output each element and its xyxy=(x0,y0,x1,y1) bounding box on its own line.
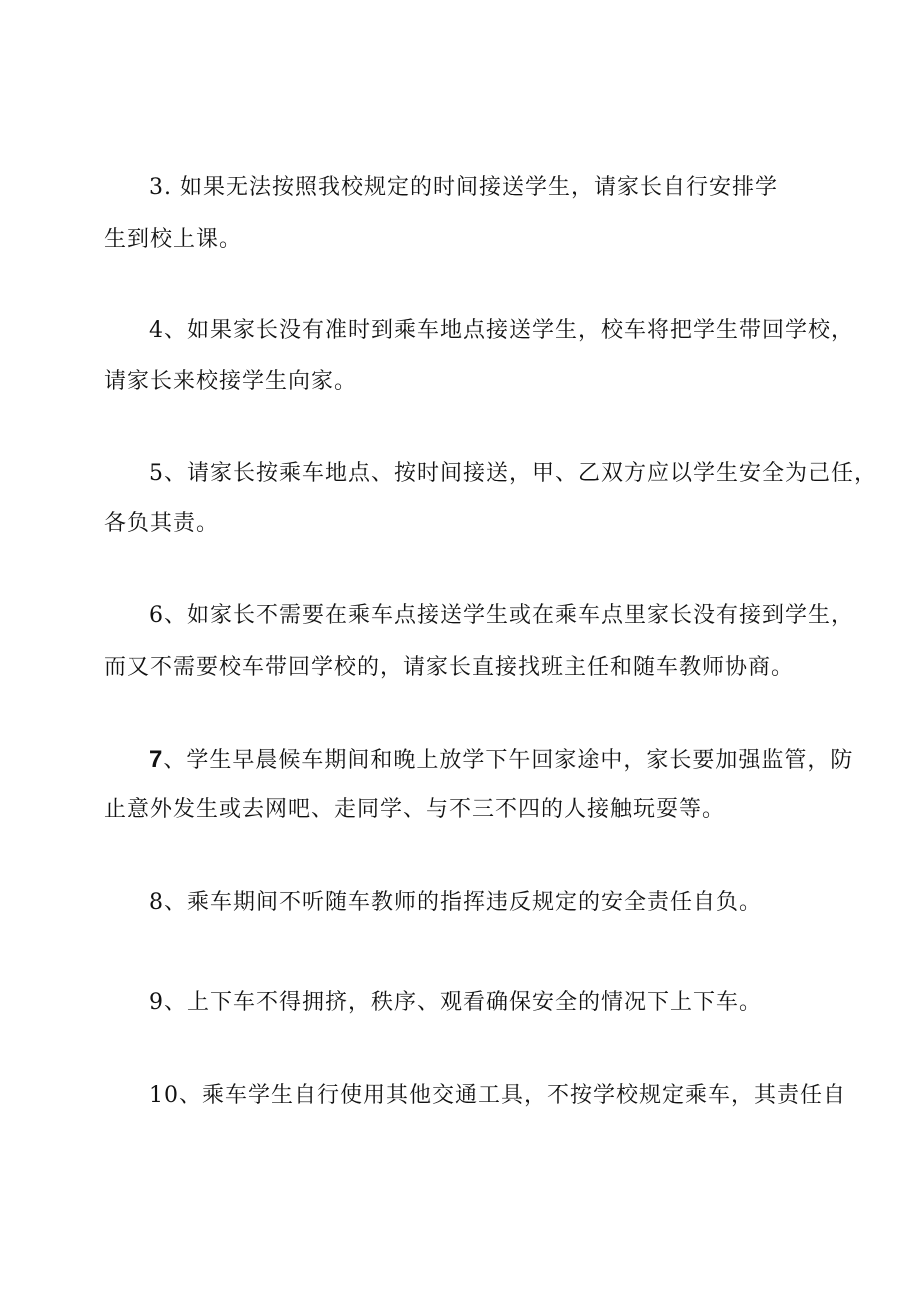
item-5-line-1: 5、请家长按乘车地点、按时间接送，甲、乙双方应以学生安全为己任， xyxy=(149,461,877,486)
item-7-line-1 xyxy=(149,745,853,776)
item-7-line-1-text: 、学生早晨候车期间和晚上放学下午回家途中，家长要加强监管，防 xyxy=(163,748,854,773)
item-8-line-1: 8、乘车期间不听随车教师的指挥违反规定的安全责任自负。 xyxy=(149,890,762,915)
item-7-line-2: 止意外发生或去网吧、走同学、与不三不四的人接触玩耍等。 xyxy=(104,797,726,822)
item-5-line-2: 各负其责。 xyxy=(104,511,220,536)
item-6-line-1: 6、如家长不需要在乘车点接送学生或在乘车点里家长没有接到学生， xyxy=(149,603,854,628)
item-10-line-1: 10、乘车学生自行使用其他交通工具，不按学校规定乘车，其责任自 xyxy=(149,1083,846,1108)
item-4-line-1: 4、如果家长没有准时到乘车地点接送学生，校车将把学生带回学校， xyxy=(149,318,854,343)
item-7-number: 7 xyxy=(149,746,164,773)
item-3-line-1: 3. 如果无法按照我校规定的时间接送学生，请家长自行安排学 xyxy=(149,175,778,200)
item-6-line-2: 而又不需要校车带回学校的，请家长直接找班主任和随车教师协商。 xyxy=(104,655,795,680)
item-9-line-1: 9、上下车不得拥挤，秩序、观看确保安全的情况下上下车。 xyxy=(149,990,762,1015)
item-3-line-2: 生到校上课。 xyxy=(104,227,243,252)
item-4-line-2: 请家长来校接学生向家。 xyxy=(104,369,358,394)
